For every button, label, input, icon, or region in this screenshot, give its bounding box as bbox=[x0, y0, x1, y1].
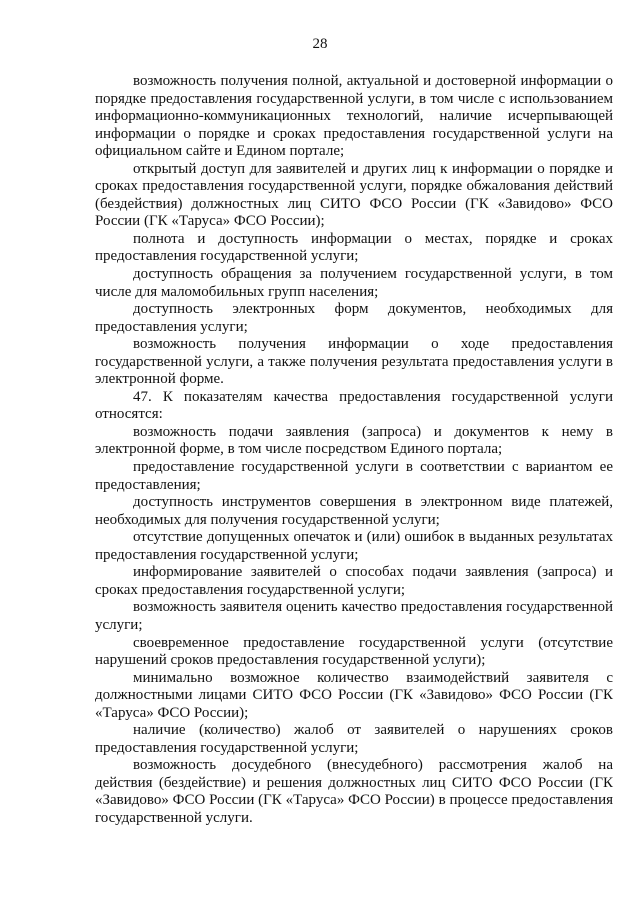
paragraph: своевременное предоставление государственной услуги (отсутствие нарушений сроков предоставления государственной услуги); bbox=[95, 634, 613, 669]
paragraph: доступность обращения за получением государственной услуги, в том числе для маломобильных групп населения; bbox=[95, 266, 613, 300]
document-body bbox=[95, 73, 613, 828]
paragraph: возможность подачи заявления (запроса) и документов к нему в электронной форме, в том числе посредством Единого портала; bbox=[95, 423, 613, 458]
paragraph: возможность заявителя оценить качество предоставления государственной услуги; bbox=[95, 599, 613, 633]
paragraph: доступность инструментов совершения в электронном виде платежей, необходимых для получения государственной услуги; bbox=[95, 494, 613, 528]
paragraph: возможность досудебного (внесудебного) рассмотрения жалоб на действия (бездействие) и решения должностных лиц СИТО ФСО России (ГК «Завидово» ФСО России (ГК «Таруса» ФСО России) в процессе предоставления государственной услуги. bbox=[95, 757, 613, 826]
paragraph: доступность электронных форм документов, необходимых для предоставления услуги; bbox=[95, 301, 613, 335]
paragraph: открытый доступ для заявителей и других лиц к информации о порядке и сроках предоставления государственной услуги, порядке обжалования действий (бездействия) должностных лиц СИТО ФСО России (ГК «Завидово» ФСО России (ГК «Таруса» ФСО России); bbox=[95, 160, 613, 230]
page-number: 28 bbox=[312, 36, 328, 52]
paragraph: возможность получения полной, актуальной и достоверной информации о порядке предоставления государственной услуги, в том числе с использованием информационно-коммуникационных технологий, наличие исчерпывающей информации о порядке и сроках предоставления государственной услуги на официальном сайте и Едином портале; bbox=[95, 73, 613, 160]
paragraph: минимально возможное количество взаимодействий заявителя с должностными лицами СИТО ФСО России (ГК «Завидово» ФСО России (ГК «Таруса» ФСО России); bbox=[95, 669, 613, 721]
paragraph: предоставление государственной услуги в соответствии с вариантом ее предоставления; bbox=[95, 459, 613, 493]
paragraph: возможность получения информации о ходе предоставления государственной услуги, а также получения результата предоставления услуги в электронной форме. bbox=[95, 336, 613, 388]
section-paragraph-47: 47. К показателям качества предоставления государственной услуги относятся: bbox=[95, 388, 613, 423]
paragraph: отсутствие допущенных опечаток и (или) ошибок в выданных результатах предоставления государственной услуги; bbox=[95, 529, 613, 563]
paragraph: наличие (количество) жалоб от заявителей о нарушениях сроков предоставления государственной услуги; bbox=[95, 722, 613, 756]
paragraph: информирование заявителей о способах подачи заявления (запроса) и сроках предоставления государственной услуги; bbox=[95, 564, 613, 598]
paragraph: полнота и доступность информации о местах, порядке и сроках предоставления государственной услуги; bbox=[95, 230, 613, 265]
